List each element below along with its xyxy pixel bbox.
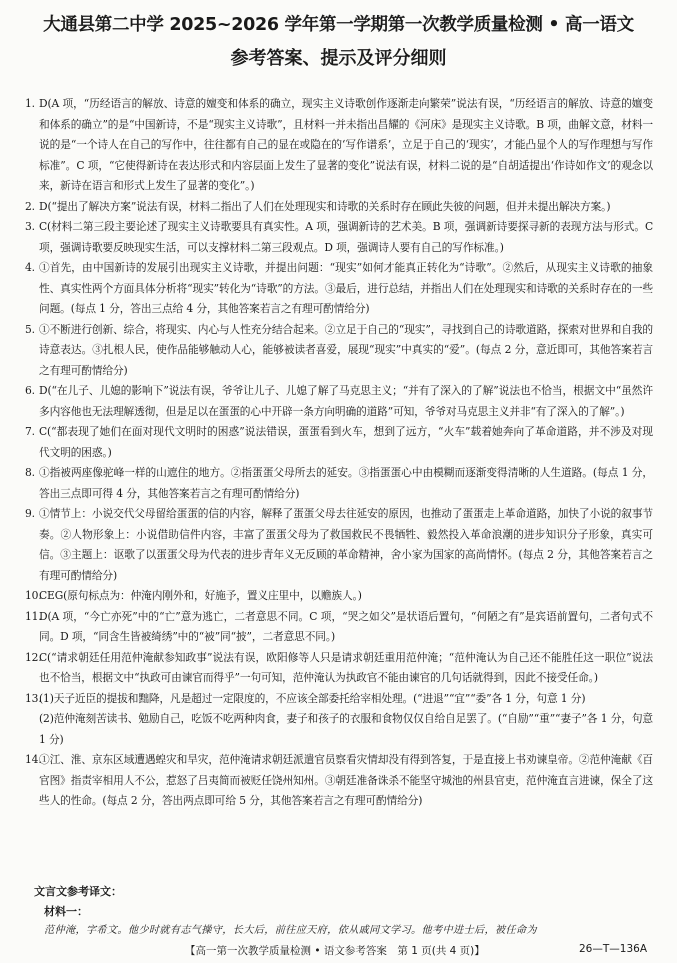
answer-text: C(材料二第三段主要论述了现实主义诗歌要具有真实性。A 项，强调新诗的艺术美。B 项，强调新诗要探寻新的表现方法与形式。C 项，强调诗歌要反映现实生活，可以支撑材料二第三段观点。D 项，强调诗人要有自己的写作标准。) [39,220,653,254]
answer-item [25,463,653,504]
translation-heading: 文言文参考译文： [34,885,122,898]
answer-text: (1)天子近臣的提拔和黜降，凡是超过一定限度的，不应该全部委托给宰相处理。(“进退”“宜”“委”各 1 分，句意 1 分) [39,691,586,705]
answer-number: 1. [25,97,35,110]
answer-text: D(“在儿子、儿媳的影响下”说法有误，爷爷让儿子、儿媳了解了马克思主义；“并有了深入的了解”说法也不恰当，根据文中“虽然许多内容他也无法理解透彻，但是足以在蛋蛋的心中开辟一条方向明确的道路”可知，爷爷对马克思主义并非“有了深入的了解”。) [39,384,653,418]
answer-item [25,750,653,812]
answer-item [25,320,653,382]
answer-text: ①江、淮、京东区域遭遇蝗灾和旱灾，范仲淹请求朝廷派遣官员察看灾情却没有得到答复，于是直接上书劝谏皇帝。②范仲淹献《百官图》指责宰相用人不公，惹怒了吕夷简而被贬任饶州知州。③朝廷准备诛杀不能坚守城池的州县官吏，范仲淹直言进谏，保全了这些人的性命。(每点 2 分，答出两点即可给 5 分，其他答案若言之有理可酌情给分) [39,753,653,807]
page-subtitle: 参考答案、提示及评分细则 [230,48,447,69]
footer-page-info: 【高一第一次教学质量检测 • 语文参考答案 第 1 页(共 4 页)】 [185,945,485,957]
answer-item [25,197,653,218]
answer-item [25,94,653,197]
answer-text: D(A 项，“今亡亦死”中的“亡”意为逃亡，二者意思不同。C 项，“哭之如父”是状语后置句，“何陋之有”是宾语前置句，二者句式不同。D 项，“同含生皆被绮绣”中的“被”同“披”，二者意思不同。) [39,609,653,643]
page-title: 大通县第二中学 2025~2026 学年第一学期第一次教学质量检测 • 高一语文 [43,15,634,35]
answer-number: 5. [25,322,35,336]
answer-list [25,94,653,812]
footer-code: 26—T—136A [579,943,647,955]
answer-number: 7. [25,425,35,438]
answer-number: 3. [25,220,35,233]
answer-item [25,381,653,422]
answer-item [25,258,653,320]
answer-number: 9. [25,507,35,520]
answer-item [25,586,653,607]
answer-text: D(“提出了解决方案”说法有误，材料二指出了人们在处理现实和诗歌的关系时存在顾此失彼的问题，但并未提出解决方案。) [39,199,611,213]
answer-number: 2. [25,199,35,213]
answer-item [25,648,653,689]
translation-text: 范仲淹，字希文。他少时就有志气操守，长大后，前往应天府，依从戚同文学习。他考中进士后，被任命为 [44,925,537,936]
answer-text: ①不断进行创新、综合，将现实、内心与人性充分结合起来。②立足于自己的“现实”，寻找到自己的诗歌道路，探索对世界和自我的诗意表达。③扎根人民，使作品能够触动人心，能够被读者喜爱，展现“现实”中真实的“爱”。(每点 2 分，意近即可，其他答案若言之有理可酌情给分) [39,322,653,377]
answer-number: 14. [25,753,42,766]
answer-item [25,504,653,586]
answer-text: ①情节上：小说交代父母留给蛋蛋的信的内容，解释了蛋蛋父母去往延安的原因，也推动了蛋蛋走上革命道路，加快了小说的叙事节奏。②人物形象上：小说借助信件内容，丰富了蛋蛋父母为了救国救民不畏牺牲、毅然投入革命浪潮的进步知识分子形象，真实可信。③主题上：讴歌了以蛋蛋父母为代表的进步青年义无反顾的革命精神，舍小家为国家的高尚情怀。(每点 2 分，其他答案若言之有理可酌情给分) [39,507,653,582]
answer-text: ①指被两座像驼峰一样的山遮住的地方。②指蛋蛋父母所去的延安。③指蛋蛋心中由模糊而逐渐变得清晰的人生道路。(每点 1 分，答出三点即可得 4 分，其他答案若言之有理可酌情给分) [39,466,653,500]
answer-item [25,689,653,751]
answer-text: C(“都表现了她们在面对现代文明时的困惑”说法错误，蛋蛋看到火车，想到了远方，“火车”载着她奔向了革命道路，并不涉及对现代文明的困惑。) [39,425,653,459]
answer-item [25,217,653,258]
answer-text: C(“请求朝廷任用范仲淹献参知政事”说法有误，欧阳修等人只是请求朝廷重用范仲淹；“范仲淹认为自己还不能胜任这一职位”说法也不恰当，根据文中“执政可由谏官而得乎”一句可知，范仲淹认为执政官不能由谏官的几句话就得到，因此不接受任命。) [39,650,653,684]
answer-number: 12. [25,650,42,664]
answer-item [25,422,653,463]
answer-number: 8. [25,466,35,479]
answer-number: 11. [25,609,42,623]
answer-number: 13. [25,691,42,705]
answer-text: D(A 项，“历经语言的解放、诗意的嬗变和体系的确立，现实主义诗歌创作逐渐走向繁荣”说法有误，“历经语言的解放、诗意的嬗变和体系的确立”的是“中国新诗，不是“现实主义诗歌”，且材料一并未指出昌耀的《河床》是现实主义诗歌。B 项，曲解文意，材料一说的是“一个诗人在自己的写作中，往往都有自己的显在或隐在的‘写作谱系’，立足于自己的‘现实’，才能凸显个人的写作理想与写作标准”。C 项，“它使得新诗在表达形式和内容层面上发生了显著的变化”说法有误，材料二说的是“自胡适提出‘作诗如作文’的观念以来，新诗在语言和形式上发生了显著的变化”。) [39,97,653,192]
answer-text: (2)范仲淹刻苦读书、勉励自己，吃饭不吃两种肉食，妻子和孩子的衣服和食物仅仅自给自足罢了。(“自励”“重”“妻子”各 1 分，句意 1 分) [39,712,653,746]
answer-item [25,607,653,648]
answer-number: 4. [25,261,35,274]
answer-number: 6. [25,384,35,397]
answer-number: 10. [25,589,42,602]
answer-text: CEG(原句标点为：仲淹内刚外和，好施予，置义庄里中，以赡族人。) [39,589,362,602]
answer-text: ①首先，由中国新诗的发展引出现实主义诗歌，并提出问题：“现实”如何才能真正转化为“诗歌”。②然后，从现实主义诗歌的抽象性、真实性两个方面具体分析将“现实”转化为“诗歌”的方法。③最后，进行总结，并指出人们在处理现实和诗歌的关系时存在的一些问题。(每点 1 分，答出三点给 4 分，其他答案若言之有理可酌情给分) [39,261,653,315]
material-label: 材料一： [44,905,88,918]
